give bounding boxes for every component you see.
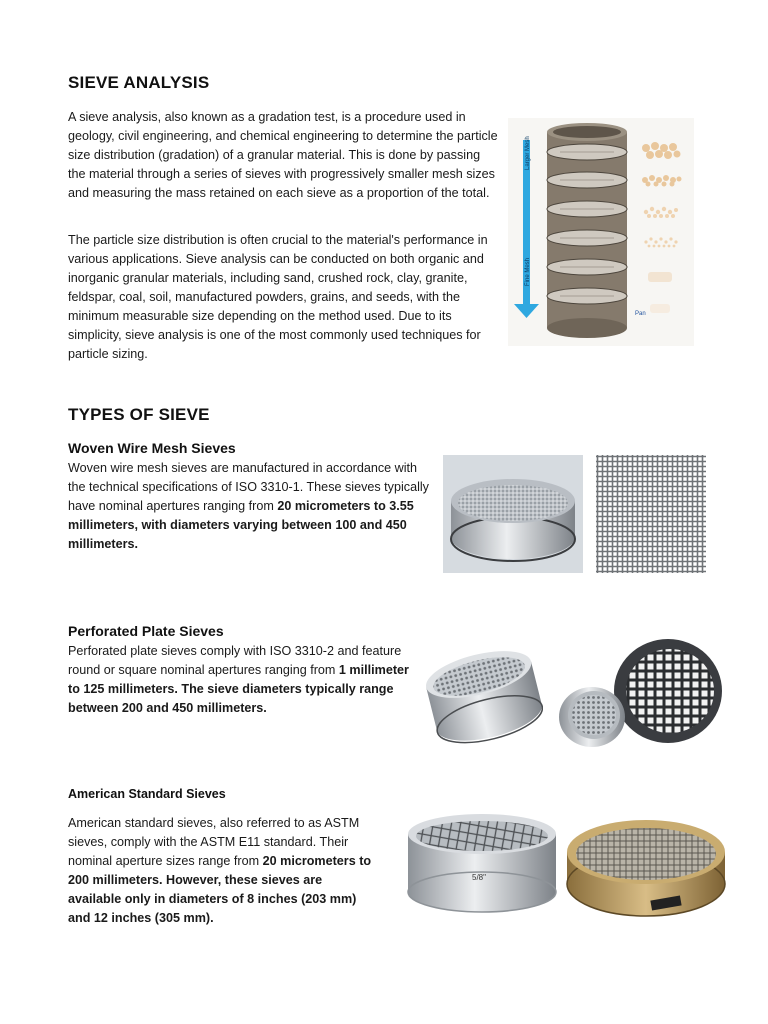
arrow-top-label: Larger Mesh	[525, 136, 531, 170]
woven-sieve-photo	[443, 455, 583, 573]
heading-perforated-plate: Perforated Plate Sieves	[68, 623, 224, 639]
astm-stainless-sieve-photo	[404, 808, 560, 918]
arrow-bottom-label: Fine Mesh	[525, 257, 531, 286]
section-title-sieve-analysis: SIEVE ANALYSIS	[68, 73, 210, 92]
astm-brass-sieve-photo	[563, 808, 729, 923]
paragraph-woven: Woven wire mesh sieves are manufactured in accordance with the technical specifications of ISO 3310-1. These sieves typically have nominal apertures ranging from 20 micrometers to 3.55 millimeters, with diameters varying between 100 and 450 millimeters.	[68, 461, 429, 551]
pan-label: Pan	[635, 311, 646, 317]
sieve-stack-diagram	[508, 118, 694, 346]
paragraph-importance: The particle size distribution is often crucial to the material's performance in various applications. Sieve analysis can be conducted on both organic and inorganic granular materials, including sand, crushed rock, clay, granite, feldspar, coal, soil, manufactured powders, grains, and seeds, with the minimum measurable size depending on the method used. Due to its simplicity, sieve analysis is one of the most commonly used techniques for particle sizing.	[68, 233, 488, 361]
paragraph-american: American standard sieves, also referred to as ASTM sieves, comply with the ASTM E11 standard. Their nominal aperture sizes range from 20 micrometers to 200 millimeters. However, these sieves are available only in diameters of 8 inches (203 mm) and 12 inches (305 mm).	[68, 816, 372, 925]
section-title-types-of-sieve: TYPES OF SIEVE	[68, 405, 210, 424]
heading-american-standard: American Standard Sieves	[68, 787, 226, 801]
perforated-sieve-photo	[423, 632, 543, 750]
paragraph-intro: A sieve analysis, also known as a gradation test, is a procedure used in geology, civil engineering, and chemical engineering to determine the particle size distribution (gradation) of a granular material. This is done by passing the material through a series of sieves with progressively smaller mesh sizes and measuring the mass retained on each sieve as a proportion of the total.	[68, 110, 498, 200]
astm-sieve-label: 5/8"	[472, 873, 486, 882]
perforated-plate-photo	[556, 635, 724, 753]
woven-mesh-closeup	[596, 455, 706, 573]
paragraph-perforated: Perforated plate sieves comply with ISO 3310-2 and feature round or square nominal apertures ranging from 1 millimeter to 125 millimeters. The sieve diameters typically range between 200 and 450 millimeters.	[68, 644, 409, 715]
heading-woven-wire-mesh: Woven Wire Mesh Sieves	[68, 440, 236, 456]
